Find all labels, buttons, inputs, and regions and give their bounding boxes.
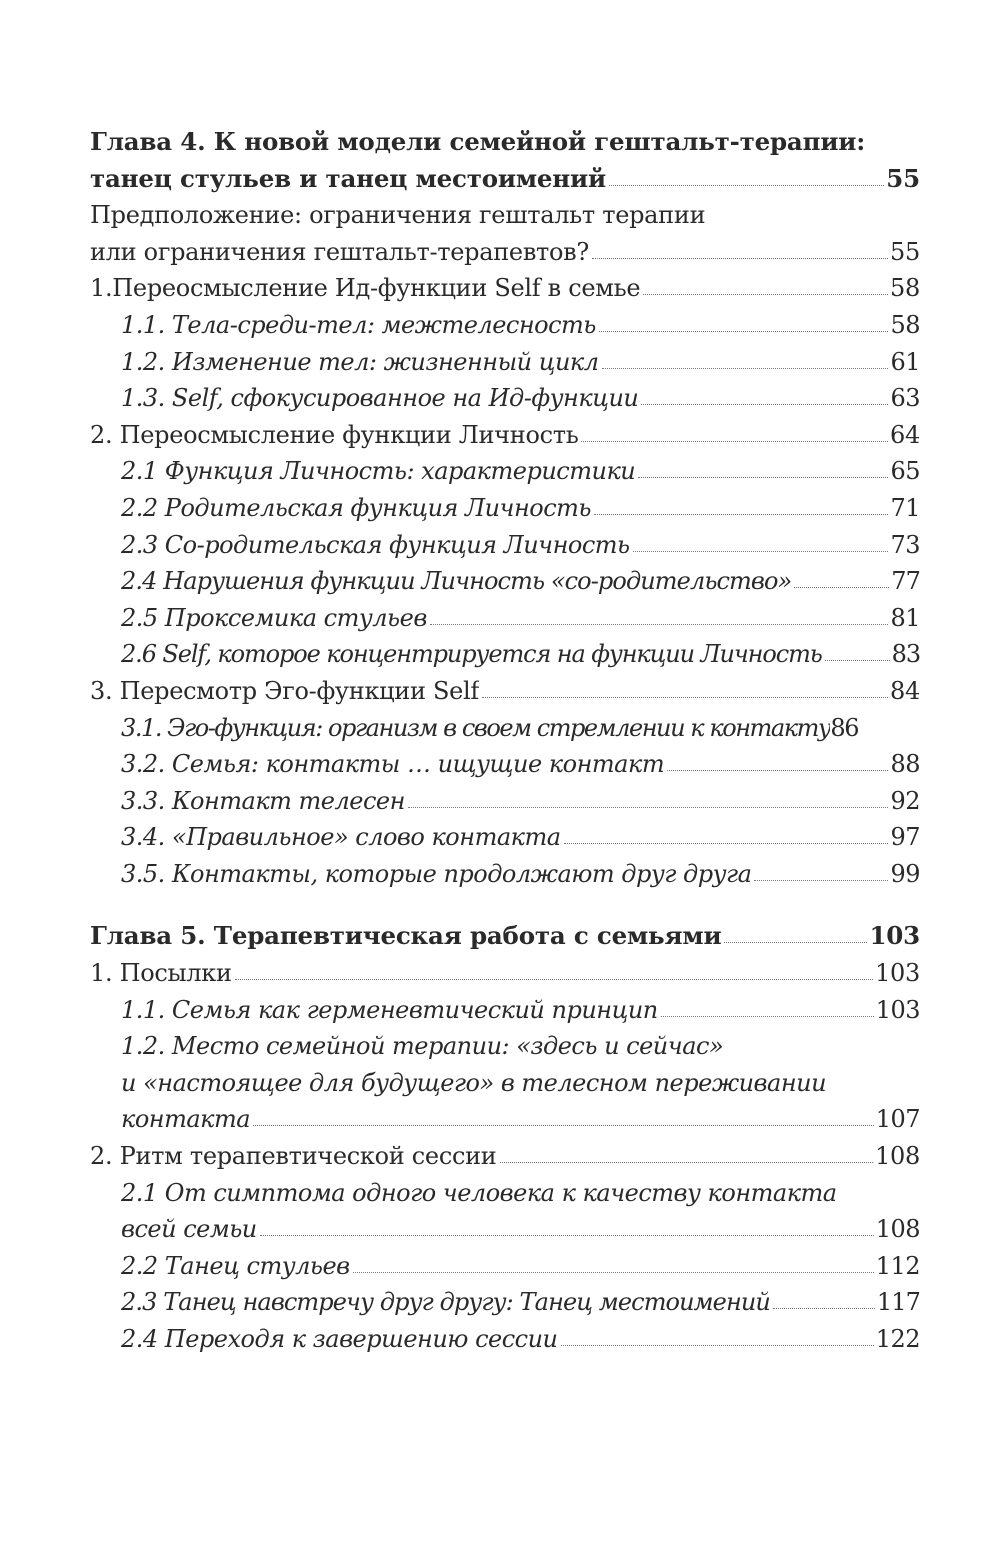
toc-entry-title: 2.4 Нарушения функции Личность «со-родительство» <box>121 567 792 596</box>
dot-leader <box>641 399 888 405</box>
dot-leader <box>599 326 889 332</box>
toc-entry-4-3-4[interactable] <box>90 819 920 856</box>
dot-leader <box>724 937 867 943</box>
dot-leader <box>754 875 888 881</box>
toc-entry-title: 1.1. Тела-среди-тел: межтелесность <box>121 310 596 339</box>
toc-page-number: 107 <box>875 1105 920 1134</box>
toc-entry-title: 2. Переосмысление функции Личность <box>90 420 579 449</box>
toc-entry-5-2-3[interactable] <box>90 1284 920 1321</box>
toc-entry-4-1[interactable] <box>90 270 920 307</box>
dot-leader <box>235 974 873 980</box>
dot-leader <box>594 509 888 515</box>
dot-leader <box>260 1230 874 1236</box>
toc-page-number: 92 <box>890 786 920 815</box>
toc-page-number: 103 <box>875 959 920 988</box>
dot-leader <box>353 1267 874 1273</box>
toc-entry-4-2-4[interactable] <box>90 563 920 600</box>
toc-entry-intro[interactable] <box>90 197 920 270</box>
toc-entry-title: 2.5 Проксемика стульев <box>121 603 427 632</box>
toc-entry-title: 2.3 Танец навстречу друг другу: Танец местоимений <box>121 1288 770 1317</box>
toc-entry-4-1-3[interactable] <box>90 380 920 417</box>
toc-page-number: 61 <box>890 347 920 376</box>
toc-entry-4-1-2[interactable] <box>90 344 920 381</box>
toc-page-number: 103 <box>869 921 920 951</box>
toc-entry-title: 1. Посылки <box>90 959 232 988</box>
toc-page-number: 117 <box>876 1288 920 1317</box>
dot-leader <box>408 802 889 808</box>
dot-leader <box>564 838 889 844</box>
dot-leader <box>661 1011 874 1017</box>
toc-entry-title: 3.1. Эго-функция: организм в своем стремлении к контакту <box>121 713 831 742</box>
toc-page-number: 103 <box>875 995 920 1024</box>
toc-entry-5-1-2[interactable] <box>90 1028 920 1138</box>
dot-leader <box>794 582 889 588</box>
toc-entry-title: 2.2 Танец стульев <box>121 1251 350 1280</box>
dot-leader <box>825 655 890 661</box>
toc-entry-title: 1.3. Self, сфокусированное на Ид-функции <box>121 384 639 413</box>
toc-entry-title: 2.1 Функция Личность: характеристики <box>121 457 636 486</box>
toc-page-number: 108 <box>875 1215 920 1244</box>
toc-entry-title-line3: контакта <box>121 1105 251 1134</box>
toc-entry-title: 2.3 Со-родительская функция Личность <box>121 530 630 559</box>
toc-page-number: 55 <box>886 163 920 193</box>
toc-entry-title: 2.6 Self, которое концентрируется на функции Личность <box>121 640 822 669</box>
toc-entry-5-2-1[interactable] <box>90 1175 920 1248</box>
toc-entry-5-2-4[interactable] <box>90 1321 920 1358</box>
toc-entry-title: 2.2 Родительская функция Личность <box>121 493 591 522</box>
toc-entry-title: 3. Пересмотр Эго-функции Self <box>90 676 480 705</box>
toc-page-number: 122 <box>875 1325 920 1353</box>
toc-entry-4-2[interactable] <box>90 417 920 454</box>
dot-leader <box>430 619 889 625</box>
toc-entry-4-1-1[interactable] <box>90 307 920 344</box>
toc-page-number: 83 <box>891 640 920 669</box>
toc-page-number: 99 <box>890 859 920 888</box>
toc-page-number: 81 <box>890 603 920 632</box>
toc-page-number: 77 <box>891 567 920 596</box>
toc-entry-title-line1: Предположение: ограничения гештальт терапии <box>90 201 706 230</box>
toc-page-number: 55 <box>890 237 920 266</box>
toc-page-number: 88 <box>890 750 920 779</box>
dot-leader <box>482 692 888 698</box>
toc-entry-5-1-1[interactable] <box>90 992 920 1029</box>
toc-entry-title: 3.3. Контакт телесен <box>121 786 405 815</box>
toc-entry-title: 3.2. Семья: контакты … ищущие контакт <box>121 750 665 779</box>
table-of-contents <box>90 124 920 1358</box>
dot-leader <box>773 1303 875 1309</box>
toc-entry-5-1[interactable] <box>90 955 920 992</box>
toc-page-number: 86 <box>830 713 859 742</box>
toc-entry-title: 3.4. «Правильное» слово контакта <box>121 823 561 852</box>
dot-leader <box>609 180 884 186</box>
toc-page-number: 97 <box>890 823 920 852</box>
dot-leader <box>561 1340 874 1346</box>
toc-entry-4-3-3[interactable] <box>90 783 920 820</box>
toc-entry-4-2-3[interactable] <box>90 527 920 564</box>
dot-leader <box>643 289 888 295</box>
toc-entry-title: 1.2. Изменение тел: жизненный цикл <box>121 347 599 376</box>
toc-page-number: 108 <box>875 1142 920 1171</box>
toc-page-number: 63 <box>890 384 920 413</box>
toc-entry-title-line2: и «настоящее для будущего» в телесном переживании <box>121 1068 827 1097</box>
toc-page-number: 58 <box>890 310 920 339</box>
toc-page-number: 84 <box>890 676 920 705</box>
toc-entry-title-line1: 1.2. Место семейной терапии: «здесь и сейчас» <box>121 1032 724 1061</box>
dot-leader <box>638 472 888 478</box>
toc-entry-title-line1: 2.1 От симптома одного человека к качеству контакта <box>121 1178 837 1207</box>
toc-entry-4-3-5[interactable] <box>90 856 920 893</box>
toc-entry-4-2-1[interactable] <box>90 453 920 490</box>
toc-entry-4-3-1[interactable] <box>90 710 920 747</box>
toc-entry-4-2-5[interactable] <box>90 600 920 637</box>
dot-leader <box>667 765 888 771</box>
toc-entry-5-2[interactable] <box>90 1138 920 1175</box>
toc-entry-title: 3.5. Контакты, которые продолжают друг друга <box>121 859 752 888</box>
toc-entry-4-3-2[interactable] <box>90 746 920 783</box>
toc-chapter-5-title: Глава 5. Терапевтическая работа с семьями <box>90 921 722 951</box>
dot-leader <box>592 253 888 259</box>
toc-entry-5-2-2[interactable] <box>90 1248 920 1285</box>
toc-entry-title: 2. Ритм терапевтической сессии <box>90 1142 497 1171</box>
toc-chapter-4-title-line2: танец стульев и танец местоимений <box>90 163 606 193</box>
toc-entry-title-line2: всей семьи <box>121 1215 257 1244</box>
toc-chapter-4-title-line1: Глава 4. К новой модели семейной гештальт-терапии: <box>90 127 866 156</box>
toc-page-number: 58 <box>890 274 920 303</box>
toc-page-number: 65 <box>890 457 920 486</box>
toc-page-number: 112 <box>875 1251 920 1280</box>
toc-chapter-5[interactable] <box>90 918 920 955</box>
toc-entry-title: 1.1. Семья как герменевтический принцип <box>121 995 658 1024</box>
chapter-spacer <box>90 892 920 918</box>
dot-leader <box>581 436 888 442</box>
dot-leader <box>500 1157 874 1163</box>
dot-leader <box>633 546 889 552</box>
toc-entry-title: 1.Переосмысление Ид-функции Self в семье <box>90 274 641 303</box>
toc-entry-4-3[interactable] <box>90 673 920 710</box>
toc-page-number: 71 <box>890 493 920 522</box>
toc-entry-title: 2.4 Переходя к завершению сессии <box>121 1325 558 1353</box>
toc-page-number: 64 <box>890 420 920 449</box>
dot-leader <box>253 1120 874 1126</box>
toc-entry-4-2-2[interactable] <box>90 490 920 527</box>
toc-page-number: 73 <box>890 530 920 559</box>
toc-entry-title-line2: или ограничения гештальт-терапевтов? <box>90 237 589 266</box>
toc-chapter-4[interactable] <box>90 124 920 197</box>
dot-leader <box>602 363 889 369</box>
toc-entry-4-2-6[interactable] <box>90 636 920 673</box>
